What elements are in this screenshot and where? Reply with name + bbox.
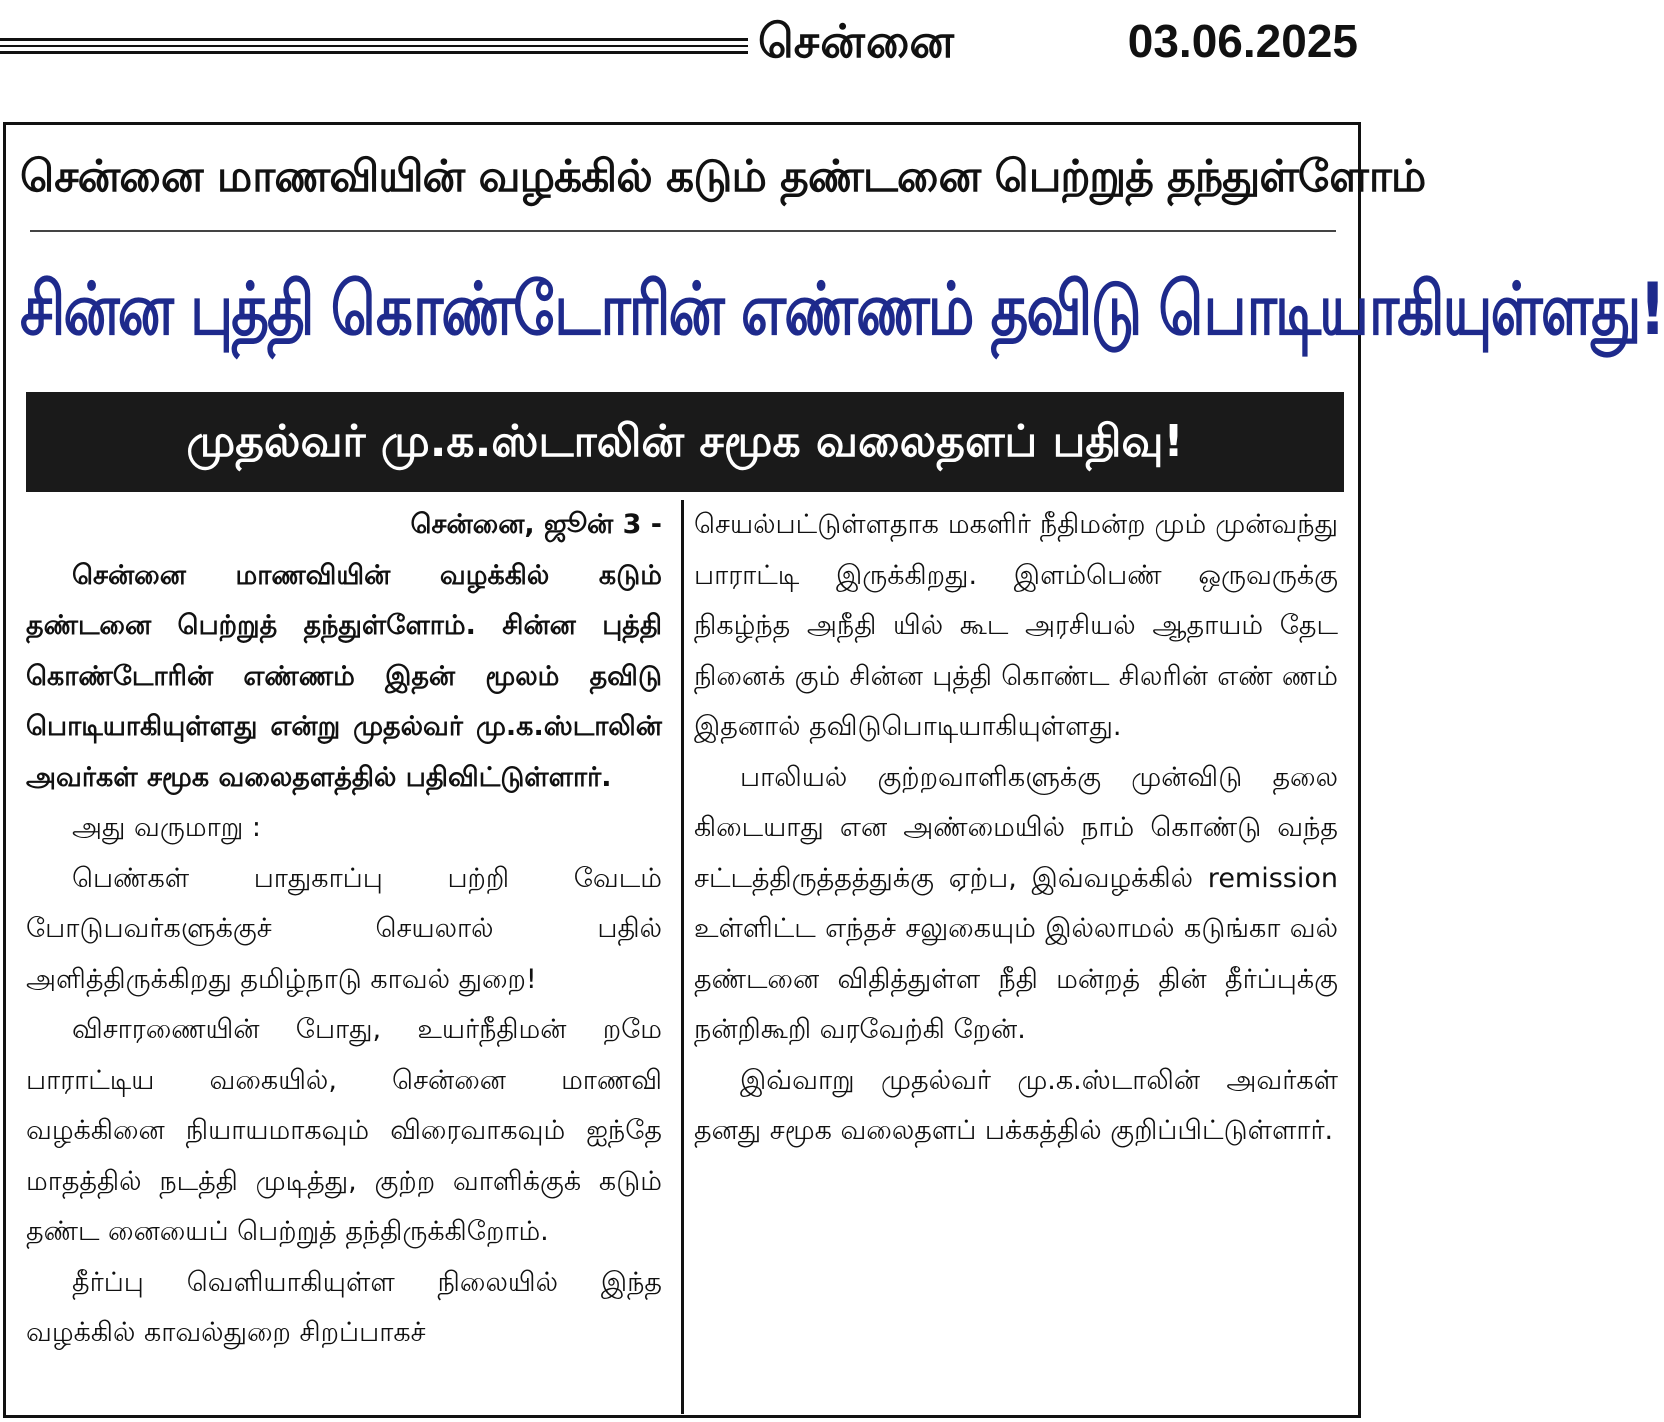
intro-paragraph: அது வருமாறு : <box>72 812 261 843</box>
body-paragraph-2: விசாரணையின் போது, உயர்நீதிமன் றமே பாராட்டிய வகையில், சென்னை மாணவி வழக்கினை நியாயமாகவும் விரைவாகவும் ஐந்தே மாதத்தில் நடத்தி முடித்து, குற்ற வாளிக்குக் கடும் தண்ட னையைப் பெற்றுத் தந்திருக்கிறோம். <box>26 1014 662 1247</box>
body-paragraph-3: தீர்ப்பு வெளியாகியுள்ள நிலையில் இந்த வழக்கில் காவல்துறை சிறப்பாகச் <box>26 1266 662 1348</box>
body-paragraph-4: பாலியல் குற்றவாளிகளுக்கு முன்விடு தலை கிடையாது என அண்மையில் நாம் கொண்டு வந்த சட்டத்திருத்தத்துக்கு ஏற்ப, இவ்வழக்கில் remission உள்ளிட்ட எந்தச் சலுகையும் இல்லாமல் கடுங்கா வல் தண்டனை விதித்துள்ள நீதி மன்றத் தின் தீர்ப்புக்கு நன்றிகூறி வரவேற்கி றேன். <box>694 761 1338 1045</box>
column-divider <box>681 500 684 1414</box>
main-headline: சின்ன புத்தி கொண்டோரின் எண்ணம் தவிடு பொடியாகியுள்ளது! <box>20 266 1664 352</box>
masthead-date: 03.06.2025 <box>1127 15 1358 67</box>
body-paragraph-5: இவ்வாறு முதல்வர் மு.க.ஸ்டாலின் அவர்கள் தனது சமூக வலைதளப் பக்கத்தில் குறிப்பிட்டுள்ளார். <box>694 1064 1338 1146</box>
body-paragraph-1: பெண்கள் பாதுகாப்பு பற்றி வேடம் போடுபவர்களுக்குச் செயலால் பதில் அளித்திருக்கிறது தமிழ்நாடு காவல் துறை! <box>26 862 662 995</box>
body-paragraph-3-continued: செயல்பட்டுள்ளதாக மகளிர் நீதிமன்ற மும் முன்வந்து பாராட்டி இருக்கிறது. இளம்பெண் ஒருவருக்கு நிகழ்ந்த அநீதி யில் கூட அரசியல் ஆதாயம் தேட நினைக் கும் சின்ன புத்தி கொண்ட சிலரின் எண் ணம் இதனால் தவிடுபொடியாகியுள்ளது. <box>694 509 1338 742</box>
body-paragraph-3-start <box>26 1258 662 1359</box>
article-column-right <box>694 500 1338 1405</box>
masthead-city: சென்னை <box>758 14 956 68</box>
kicker-headline: சென்னை மாணவியின் வழக்கில் கடும் தண்டனை பெற்றுத் தந்துள்ளோம் <box>20 151 1426 202</box>
dateline: சென்னை, ஜூன் 3 - <box>410 509 662 540</box>
article-column-left <box>26 500 666 1405</box>
lead-paragraph: சென்னை மாணவியின் வழக்கில் கடும் தண்டனை பெற்றுத் தந்துள்ளோம். சின்ன புத்தி கொண்டோரின் எண்ணம் இதன் மூலம் தவிடு பொடியாகியுள்ளது என்று முதல்வர் மு.க.ஸ்டாலின் அவர்கள் சமூக வலைதளத்தில் பதிவிட்டுள்ளார். <box>26 559 662 793</box>
masthead-rule <box>0 38 748 54</box>
banner-subheadline: முதல்வர் மு.க.ஸ்டாலின் சமூக வலைதளப் பதிவு! <box>26 392 1344 492</box>
masthead <box>0 0 1366 92</box>
